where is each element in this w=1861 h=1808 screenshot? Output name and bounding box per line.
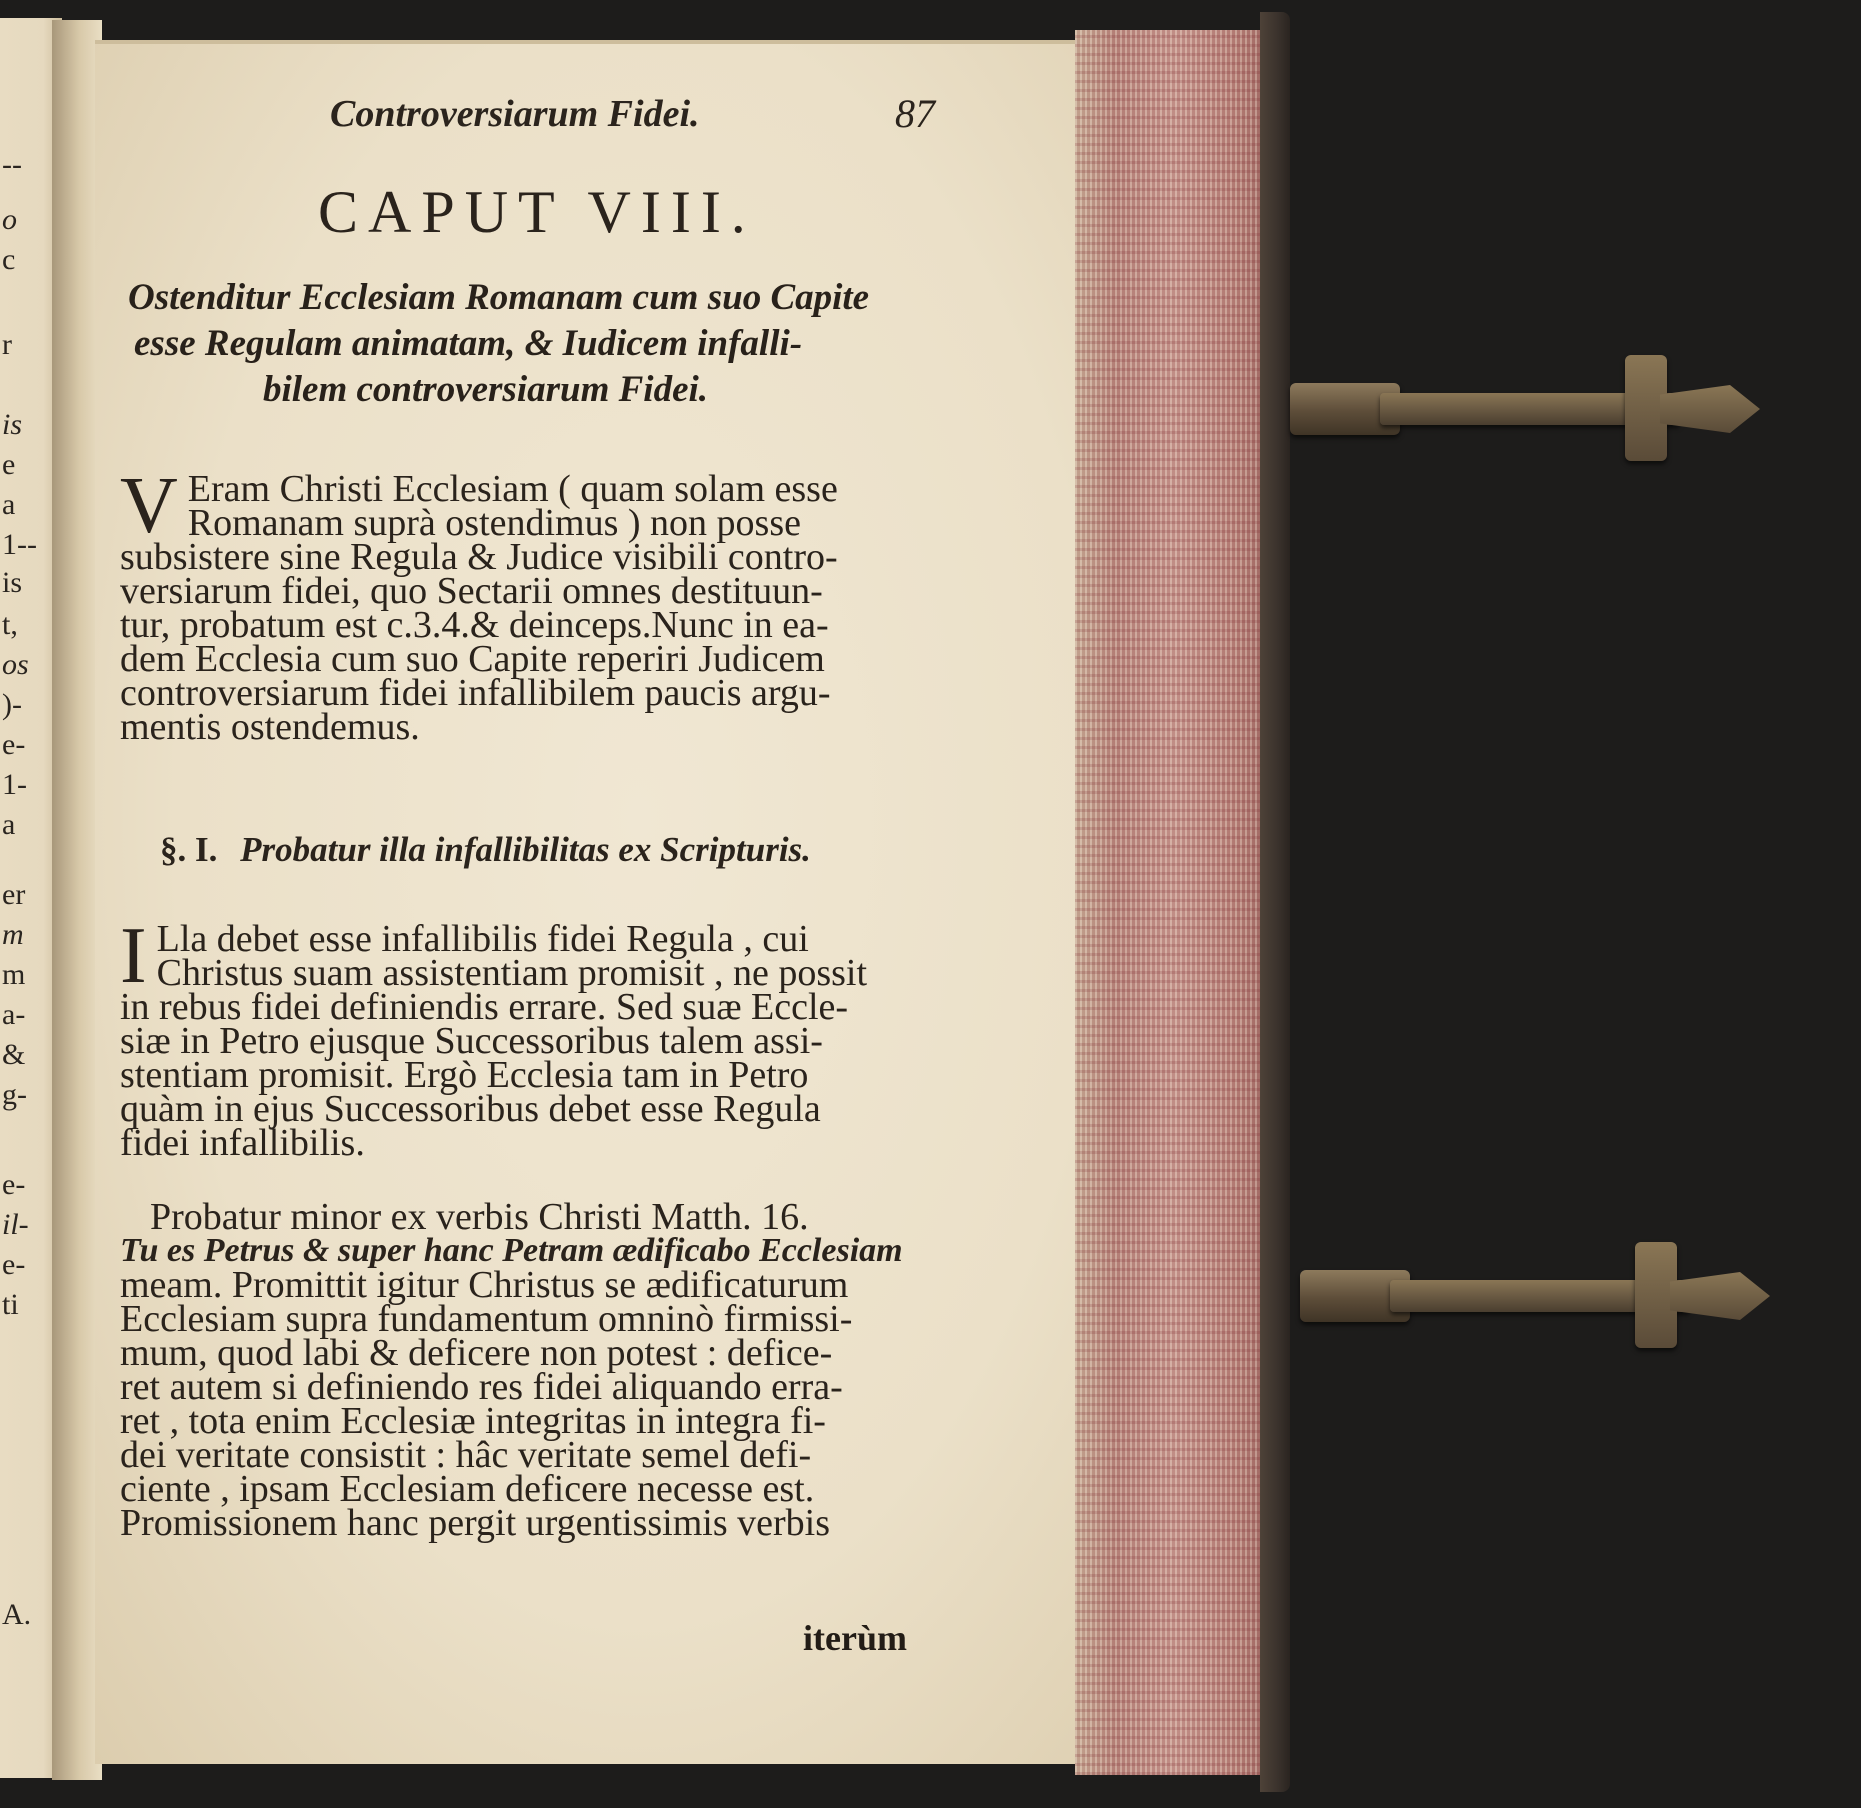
left-margin-fragment: e- bbox=[2, 1248, 26, 1281]
page-number: 87 bbox=[895, 91, 935, 136]
paragraph-3 bbox=[120, 1196, 962, 1544]
clasp-lower bbox=[1300, 1232, 1780, 1352]
left-margin-fragment: m bbox=[2, 958, 26, 991]
text-line: Romanam suprà ostendimus ) non posse bbox=[187, 502, 801, 544]
left-margin-fragment: e bbox=[2, 448, 16, 481]
text-line: quàm in ejus Successoribus debet esse Regula bbox=[120, 1088, 821, 1130]
text-line: Probatur minor ex verbis Christi Matth. 16. bbox=[150, 1196, 809, 1238]
summary-line: bilem controversiarum Fidei. bbox=[263, 369, 709, 410]
text-line: mentis ostendemus. bbox=[120, 706, 420, 748]
text-line: Promissionem hanc pergit urgentissimis verbis bbox=[120, 1502, 830, 1544]
section-title: Probatur illa infallibilitas ex Scripturis. bbox=[240, 830, 811, 869]
chapter-summary bbox=[128, 275, 958, 413]
catchword: iterùm bbox=[803, 1618, 907, 1658]
dropcap: V bbox=[120, 462, 178, 550]
summary-line: esse Regulam animatam, & Iudicem infalli- bbox=[134, 323, 803, 364]
left-margin-fragment: 1- bbox=[2, 768, 27, 801]
text-line: dem Ecclesia cum suo Capite reperiri Judicem bbox=[120, 638, 825, 680]
text-line: versiarum fidei, quo Sectarii omnes destituun- bbox=[120, 570, 823, 612]
text-line: subsistere sine Regula & Judice visibili contro- bbox=[120, 536, 838, 578]
left-margin-fragment: t, bbox=[2, 608, 18, 641]
left-margin-fragment: )- bbox=[2, 688, 22, 721]
text-line: stentiam promisit. Ergò Ecclesia tam in Petro bbox=[120, 1054, 809, 1096]
text-line: ret autem si definiendo res fidei aliquando erra- bbox=[120, 1366, 843, 1408]
left-margin-fragment: a bbox=[2, 488, 16, 521]
text-line: ret , tota enim Ecclesiæ integritas in integra fi- bbox=[120, 1400, 826, 1442]
left-margin-fragment: o bbox=[2, 203, 17, 236]
left-margin-fragment: a- bbox=[2, 998, 26, 1031]
clasp-upper bbox=[1290, 345, 1770, 465]
left-margin-fragment: os bbox=[2, 648, 29, 681]
left-margin-fragment: -- bbox=[2, 148, 22, 181]
left-margin-fragment: c bbox=[2, 243, 16, 276]
left-margin-fragment: is bbox=[2, 566, 23, 599]
left-margin-fragment: a bbox=[2, 808, 16, 841]
text-line: meam. Promittit igitur Christus se ædificaturum bbox=[120, 1264, 849, 1306]
text-line: controversiarum fidei infallibilem paucis argu- bbox=[120, 672, 831, 714]
running-head: Controversiarum Fidei. bbox=[330, 93, 700, 135]
left-margin-fragment: g- bbox=[2, 1078, 27, 1111]
scripture-quote: Tu es Petrus & super hanc Petram ædificabo Ecclesiam bbox=[120, 1232, 903, 1269]
dropcap: I bbox=[120, 912, 147, 1000]
text-line: ciente , ipsam Ecclesiam deficere necesse est. bbox=[120, 1468, 815, 1510]
left-margin-fragment: er bbox=[2, 878, 26, 911]
fore-edge bbox=[1075, 30, 1275, 1775]
text-line: dei veritate consistit : hâc veritate semel defi- bbox=[120, 1434, 812, 1476]
text-line: Christus suam assistentiam promisit , ne possit bbox=[156, 952, 868, 994]
left-margin-fragment: & bbox=[2, 1038, 26, 1071]
cover-board bbox=[1260, 12, 1290, 1792]
left-margin-fragment: A. bbox=[2, 1598, 32, 1631]
left-margin-fragment: is bbox=[2, 408, 23, 441]
text-line: Ecclesiam supra fundamentum omninò firmissi- bbox=[120, 1298, 853, 1340]
chapter-title: CAPUT VIII. bbox=[318, 179, 756, 245]
left-margin-fragment: il- bbox=[2, 1208, 29, 1241]
left-margin-fragment: ti bbox=[2, 1288, 19, 1321]
text-line: in rebus fidei definiendis errare. Sed suæ Eccle- bbox=[120, 986, 849, 1028]
summary-line: Ostenditur Ecclesiam Romanam cum suo Capite bbox=[128, 277, 870, 318]
text-line: Eram Christi Ecclesiam ( quam solam esse bbox=[187, 468, 838, 510]
paragraph-1 bbox=[120, 462, 962, 748]
paragraph-2 bbox=[120, 912, 962, 1164]
text-line: siæ in Petro ejusque Successoribus talem assi- bbox=[120, 1020, 823, 1062]
text-line: fidei infallibilis. bbox=[120, 1122, 365, 1164]
text-line: tur, probatum est c.3.4.& deinceps.Nunc in ea- bbox=[120, 604, 829, 646]
section-number: §. I. bbox=[160, 830, 218, 869]
text-line: mum, quod labi & deficere non potest : defice- bbox=[120, 1332, 833, 1374]
left-margin-fragment: m bbox=[2, 918, 24, 951]
section-heading bbox=[160, 830, 811, 870]
text-line: Lla debet esse infallibilis fidei Regula , cui bbox=[156, 918, 809, 960]
left-margin-fragment: e- bbox=[2, 1168, 26, 1201]
left-margin-fragment: e- bbox=[2, 728, 26, 761]
left-margin-fragment: r bbox=[2, 328, 12, 361]
left-margin-fragment: 1-- bbox=[2, 528, 37, 561]
